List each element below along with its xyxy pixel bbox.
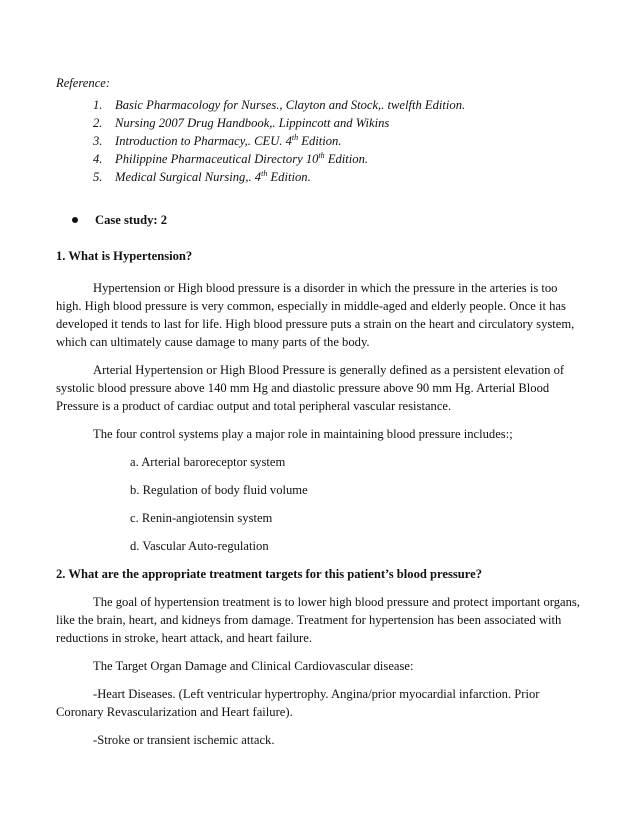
ordinal-suffix: th bbox=[291, 132, 299, 142]
case-study-label: Case study: 2 bbox=[95, 213, 168, 227]
section-heading-hypertension: 1. What is Hypertension? bbox=[56, 249, 193, 263]
reference-text: Nursing 2007 Drug Handbook,. Lippincott and Wikins bbox=[115, 116, 390, 130]
reference-item bbox=[93, 132, 582, 150]
reference-number: 5. bbox=[93, 170, 103, 184]
ordinal-suffix: th bbox=[261, 168, 268, 178]
paragraph: -Heart Diseases. (Left ventricular hypertrophy. Angina/prior myocardial infarction. Prior Coronary Revascularization and Heart failure). bbox=[56, 687, 540, 719]
reference-number: 1. bbox=[93, 98, 103, 112]
reference-text-tail: Edition. bbox=[324, 152, 369, 166]
reference-text bbox=[115, 168, 311, 186]
reference-text-main: Introduction to Pharmacy,. CEU. 4 bbox=[115, 134, 292, 148]
reference-list bbox=[56, 96, 582, 186]
reference-text bbox=[115, 150, 368, 168]
reference-text-main: Philippine Pharmaceutical Directory 10 bbox=[115, 152, 319, 166]
section-heading-treatment-targets: 2. What are the appropriate treatment targets for this patient’s blood pressure? bbox=[56, 567, 483, 581]
control-system-item: a. Arterial baroreceptor system bbox=[130, 455, 286, 469]
paragraph: Hypertension or High blood pressure is a disorder in which the pressure in the arteries is too high. High blood pressure is very common, especially in middle-aged and elderly people. Once it has developed it tends to last for life. High blood pressure puts a strain on the heart and circulatory system, which can ultimately cause damage to many parts of the body. bbox=[56, 281, 575, 349]
paragraph: The Target Organ Damage and Clinical Cardiovascular disease: bbox=[93, 659, 414, 673]
control-system-item: b. Regulation of body fluid volume bbox=[130, 483, 308, 497]
reference-text-tail: Edition. bbox=[267, 170, 311, 184]
reference-text bbox=[115, 132, 342, 150]
reference-item bbox=[93, 168, 582, 186]
paragraph: -Stroke or transient ischemic attack. bbox=[93, 733, 275, 747]
reference-text-main: Medical Surgical Nursing,. 4 bbox=[115, 170, 262, 184]
case-study-heading bbox=[56, 211, 582, 229]
reference-item bbox=[93, 114, 582, 132]
ordinal-suffix: th bbox=[318, 150, 325, 160]
bullet-icon bbox=[72, 217, 78, 223]
reference-text: Basic Pharmacology for Nurses., Clayton and Stock,. twelfth Edition. bbox=[115, 98, 466, 112]
paragraph: Arterial Hypertension or High Blood Pressure is generally defined as a persistent elevation of systolic blood pressure above 140 mm Hg and diastolic pressure above 90 mm Hg. Arterial Blood Pressure is a product of cardiac output and total peripheral vascular resistance. bbox=[56, 363, 565, 413]
reference-number: 4. bbox=[93, 152, 103, 166]
reference-text-tail: Edition. bbox=[298, 134, 342, 148]
reference-item bbox=[93, 96, 582, 114]
reference-number: 3. bbox=[93, 134, 103, 148]
reference-title: Reference: bbox=[56, 76, 111, 90]
reference-number: 2. bbox=[93, 116, 103, 130]
document-content bbox=[56, 74, 582, 759]
paragraph: The four control systems play a major role in maintaining blood pressure includes:; bbox=[93, 427, 513, 441]
paragraph: The goal of hypertension treatment is to lower high blood pressure and protect important organs, like the brain, heart, and kidneys from damage. Treatment for hypertension has been associated with reductions in stroke, heart attack, and heart failure. bbox=[56, 595, 580, 645]
control-system-item: d. Vascular Auto-regulation bbox=[130, 539, 269, 553]
control-system-item: c. Renin-angiotensin system bbox=[130, 511, 273, 525]
reference-item bbox=[93, 150, 582, 168]
